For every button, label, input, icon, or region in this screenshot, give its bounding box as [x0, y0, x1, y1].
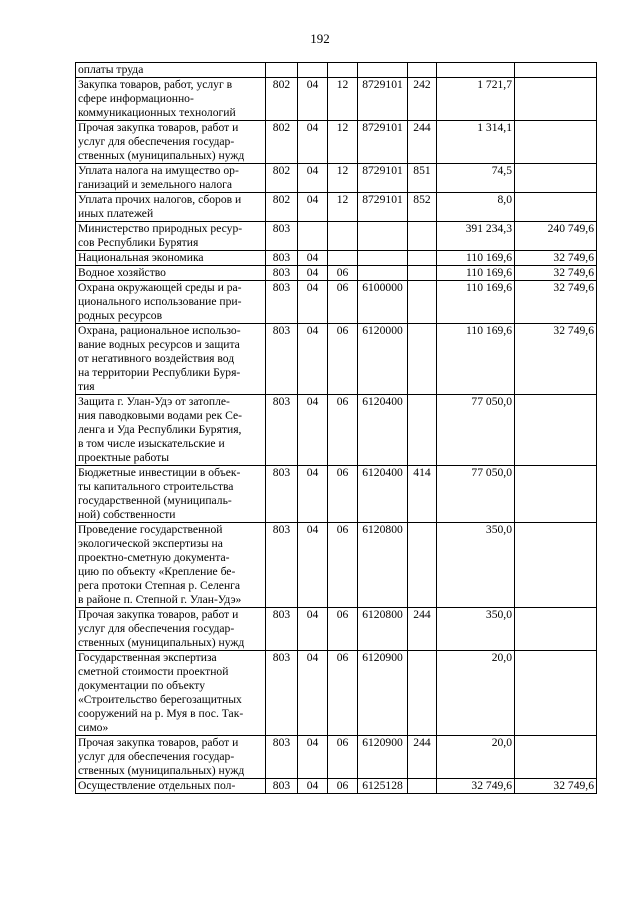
section-code-cell: 04 [298, 281, 328, 324]
row-name-line: ния паводковыми водами рек Се- [78, 409, 242, 422]
row-name-line: в том числе изыскательские и [78, 437, 225, 450]
vedomstvo-code-cell: 803 [266, 324, 298, 395]
row-name-line: ной) собственности [78, 508, 176, 521]
row-name-line: вание водных ресурсов и защита [78, 338, 240, 351]
row-name-line: ственных (муниципальных) нужд [78, 149, 245, 162]
row-name-line: услуг для обеспечения государ- [78, 750, 235, 763]
row-name-line: на территории Республики Буря- [78, 366, 241, 379]
row-name-line: «Строительство берегозащитных [78, 693, 242, 706]
subsection-code-cell: 06 [328, 266, 358, 281]
table-row [76, 222, 597, 251]
section-code-cell: 04 [298, 121, 328, 164]
row-name-cell [76, 78, 266, 121]
amount-total-cell: 1 314,1 [437, 121, 515, 164]
row-name-line: Водное хозяйство [78, 266, 166, 279]
row-name-line: Министерство природных ресур- [78, 222, 243, 235]
amount-total-cell: 8,0 [437, 193, 515, 222]
row-name-line: оплаты труда [78, 63, 144, 76]
section-code-cell: 04 [298, 395, 328, 466]
expense-type-cell [408, 395, 437, 466]
page-number: 192 [310, 31, 330, 46]
row-name-cell [76, 608, 266, 651]
amount-federal-cell: 32 749,6 [515, 779, 597, 794]
row-name-line: иных платежей [78, 207, 154, 220]
subsection-code-cell: 06 [328, 736, 358, 779]
amount-total-cell: 77 050,0 [437, 466, 515, 523]
row-name-line: тия [78, 380, 95, 393]
row-name-line: Закупка товаров, работ, услуг в [78, 78, 233, 91]
row-name-line: государственной (муниципаль- [78, 494, 232, 507]
target-article-cell: 6120400 [358, 395, 408, 466]
expense-type-cell [408, 266, 437, 281]
amount-federal-cell [515, 193, 597, 222]
amount-total-cell: 77 050,0 [437, 395, 515, 466]
expense-type-cell [408, 651, 437, 736]
amount-total-cell: 20,0 [437, 651, 515, 736]
table-row [76, 608, 597, 651]
table-row [76, 251, 597, 266]
expense-type-cell [408, 281, 437, 324]
section-code-cell: 04 [298, 251, 328, 266]
amount-federal-cell [515, 63, 597, 78]
row-name-cell [76, 193, 266, 222]
subsection-code-cell: 06 [328, 466, 358, 523]
amount-total-cell: 110 169,6 [437, 324, 515, 395]
target-article-cell: 6120400 [358, 466, 408, 523]
vedomstvo-code-cell: 803 [266, 736, 298, 779]
amount-total-cell: 110 169,6 [437, 266, 515, 281]
expense-type-cell: 244 [408, 736, 437, 779]
row-name-line: Осуществление отдельных пол- [78, 779, 236, 792]
section-code-cell: 04 [298, 164, 328, 193]
target-article-cell: 8729101 [358, 121, 408, 164]
target-article-cell [358, 266, 408, 281]
amount-federal-cell: 240 749,6 [515, 222, 597, 251]
expense-type-cell: 852 [408, 193, 437, 222]
vedomstvo-code-cell: 803 [266, 251, 298, 266]
table-row [76, 736, 597, 779]
row-name-line: Прочая закупка товаров, работ и [78, 121, 239, 134]
section-code-cell: 04 [298, 466, 328, 523]
row-name-line: проектно-сметную документа- [78, 551, 230, 564]
amount-federal-cell: 32 749,6 [515, 324, 597, 395]
amount-federal-cell: 32 749,6 [515, 251, 597, 266]
row-name-cell [76, 121, 266, 164]
subsection-code-cell: 06 [328, 281, 358, 324]
budget-table [75, 62, 597, 794]
section-code-cell: 04 [298, 193, 328, 222]
subsection-code-cell [328, 251, 358, 266]
subsection-code-cell: 12 [328, 164, 358, 193]
table-row [76, 266, 597, 281]
row-name-line: Охрана, рациональное использо- [78, 324, 241, 337]
subsection-code-cell: 06 [328, 779, 358, 794]
subsection-code-cell: 12 [328, 193, 358, 222]
table-row [76, 651, 597, 736]
vedomstvo-code-cell: 803 [266, 266, 298, 281]
table-row [76, 193, 597, 222]
subsection-code-cell [328, 222, 358, 251]
row-name-cell [76, 395, 266, 466]
row-name-line: услуг для обеспечения государ- [78, 135, 235, 148]
table-row [76, 466, 597, 523]
row-name-line: документации по объекту [78, 679, 205, 692]
table-row [76, 523, 597, 608]
row-name-line: ганизаций и земельного налога [78, 178, 233, 191]
target-article-cell [358, 222, 408, 251]
row-name-line: Национальная экономика [78, 251, 204, 264]
row-name-line: Прочая закупка товаров, работ и [78, 736, 239, 749]
row-name-line: Проведение государственной [78, 523, 223, 536]
subsection-code-cell: 06 [328, 651, 358, 736]
amount-total-cell: 74,5 [437, 164, 515, 193]
row-name-line: Прочая закупка товаров, работ и [78, 608, 239, 621]
section-code-cell [298, 222, 328, 251]
row-name-line: Государственная экспертиза [78, 651, 217, 664]
row-name-line: ственных (муниципальных) нужд [78, 764, 245, 777]
amount-total-cell: 110 169,6 [437, 281, 515, 324]
row-name-line: Бюджетные инвестиции в объек- [78, 466, 241, 479]
vedomstvo-code-cell: 802 [266, 193, 298, 222]
row-name-cell [76, 324, 266, 395]
vedomstvo-code-cell [266, 63, 298, 78]
row-name-line: сов Республики Бурятия [78, 236, 199, 249]
expense-type-cell [408, 251, 437, 266]
row-name-line: ционального использование при- [78, 295, 242, 308]
row-name-cell [76, 164, 266, 193]
amount-federal-cell [515, 78, 597, 121]
section-code-cell: 04 [298, 608, 328, 651]
row-name-line: ственных (муниципальных) нужд [78, 636, 245, 649]
row-name-line: сооружений на р. Муя в пос. Так- [78, 707, 244, 720]
row-name-cell [76, 251, 266, 266]
table-row [76, 63, 597, 78]
section-code-cell: 04 [298, 651, 328, 736]
subsection-code-cell [328, 63, 358, 78]
amount-federal-cell [515, 121, 597, 164]
section-code-cell: 04 [298, 779, 328, 794]
target-article-cell [358, 63, 408, 78]
amount-total-cell: 1 721,7 [437, 78, 515, 121]
row-name-line: коммуникационных технологий [78, 106, 236, 119]
vedomstvo-code-cell: 803 [266, 395, 298, 466]
subsection-code-cell: 06 [328, 324, 358, 395]
amount-total-cell: 32 749,6 [437, 779, 515, 794]
amount-federal-cell [515, 608, 597, 651]
subsection-code-cell: 12 [328, 121, 358, 164]
row-name-line: симо» [78, 721, 109, 734]
amount-federal-cell [515, 164, 597, 193]
vedomstvo-code-cell: 802 [266, 164, 298, 193]
table-row [76, 78, 597, 121]
row-name-line: цию по объекту «Крепление бе- [78, 565, 236, 578]
expense-type-cell [408, 324, 437, 395]
table-row [76, 395, 597, 466]
expense-type-cell: 414 [408, 466, 437, 523]
target-article-cell: 6120000 [358, 324, 408, 395]
subsection-code-cell: 06 [328, 523, 358, 608]
section-code-cell: 04 [298, 523, 328, 608]
target-article-cell: 8729101 [358, 164, 408, 193]
target-article-cell: 6120900 [358, 736, 408, 779]
subsection-code-cell: 06 [328, 608, 358, 651]
target-article-cell: 6120900 [358, 651, 408, 736]
row-name-cell [76, 651, 266, 736]
vedomstvo-code-cell: 802 [266, 121, 298, 164]
vedomstvo-code-cell: 803 [266, 523, 298, 608]
vedomstvo-code-cell: 803 [266, 779, 298, 794]
row-name-line: ты капитального строительства [78, 480, 234, 493]
row-name-line: Охрана окружающей среды и ра- [78, 281, 242, 294]
amount-total-cell: 20,0 [437, 736, 515, 779]
section-code-cell [298, 63, 328, 78]
section-code-cell: 04 [298, 266, 328, 281]
section-code-cell: 04 [298, 736, 328, 779]
expense-type-cell: 851 [408, 164, 437, 193]
vedomstvo-code-cell: 803 [266, 281, 298, 324]
row-name-cell [76, 779, 266, 794]
table-row [76, 121, 597, 164]
target-article-cell [358, 251, 408, 266]
row-name-line: сметной стоимости проектной [78, 665, 229, 678]
amount-total-cell: 350,0 [437, 523, 515, 608]
expense-type-cell [408, 63, 437, 78]
table-row [76, 281, 597, 324]
expense-type-cell: 244 [408, 121, 437, 164]
row-name-line: услуг для обеспечения государ- [78, 622, 235, 635]
target-article-cell: 6120800 [358, 523, 408, 608]
table-row [76, 164, 597, 193]
vedomstvo-code-cell: 803 [266, 222, 298, 251]
expense-type-cell: 244 [408, 608, 437, 651]
target-article-cell: 8729101 [358, 78, 408, 121]
row-name-line: Защита г. Улан-Удэ от затопле- [78, 395, 230, 408]
amount-federal-cell: 32 749,6 [515, 266, 597, 281]
expense-type-cell [408, 222, 437, 251]
row-name-cell [76, 266, 266, 281]
row-name-cell [76, 466, 266, 523]
row-name-cell [76, 63, 266, 78]
row-name-cell [76, 281, 266, 324]
target-article-cell: 6120800 [358, 608, 408, 651]
expense-type-cell: 242 [408, 78, 437, 121]
expense-type-cell [408, 779, 437, 794]
amount-federal-cell [515, 466, 597, 523]
subsection-code-cell: 12 [328, 78, 358, 121]
target-article-cell: 8729101 [358, 193, 408, 222]
table-row [76, 324, 597, 395]
subsection-code-cell: 06 [328, 395, 358, 466]
row-name-line: от негативного воздействия вод [78, 352, 235, 365]
row-name-line: рега протоки Степная р. Селенга [78, 579, 241, 592]
vedomstvo-code-cell: 803 [266, 651, 298, 736]
row-name-line: в районе п. Степной г. Улан-Удэ» [78, 593, 242, 606]
vedomstvo-code-cell: 802 [266, 78, 298, 121]
expense-type-cell [408, 523, 437, 608]
row-name-line: ленга и Уда Республики Бурятия, [78, 423, 242, 436]
amount-total-cell: 350,0 [437, 608, 515, 651]
amount-total-cell [437, 63, 515, 78]
amount-federal-cell [515, 523, 597, 608]
vedomstvo-code-cell: 803 [266, 608, 298, 651]
row-name-cell [76, 736, 266, 779]
table-row [76, 779, 597, 794]
row-name-line: родных ресурсов [78, 309, 163, 322]
amount-total-cell: 391 234,3 [437, 222, 515, 251]
vedomstvo-code-cell: 803 [266, 466, 298, 523]
target-article-cell: 6125128 [358, 779, 408, 794]
amount-federal-cell: 32 749,6 [515, 281, 597, 324]
section-code-cell: 04 [298, 78, 328, 121]
amount-federal-cell [515, 395, 597, 466]
amount-federal-cell [515, 736, 597, 779]
row-name-cell [76, 523, 266, 608]
row-name-line: Уплата налога на имущество ор- [78, 164, 239, 177]
amount-federal-cell [515, 651, 597, 736]
row-name-cell [76, 222, 266, 251]
amount-total-cell: 110 169,6 [437, 251, 515, 266]
row-name-line: Уплата прочих налогов, сборов и [78, 193, 242, 206]
target-article-cell: 6100000 [358, 281, 408, 324]
section-code-cell: 04 [298, 324, 328, 395]
row-name-line: экологической экспертизы на [78, 537, 223, 550]
row-name-line: сфере информационно- [78, 92, 194, 105]
row-name-line: проектные работы [78, 451, 170, 464]
